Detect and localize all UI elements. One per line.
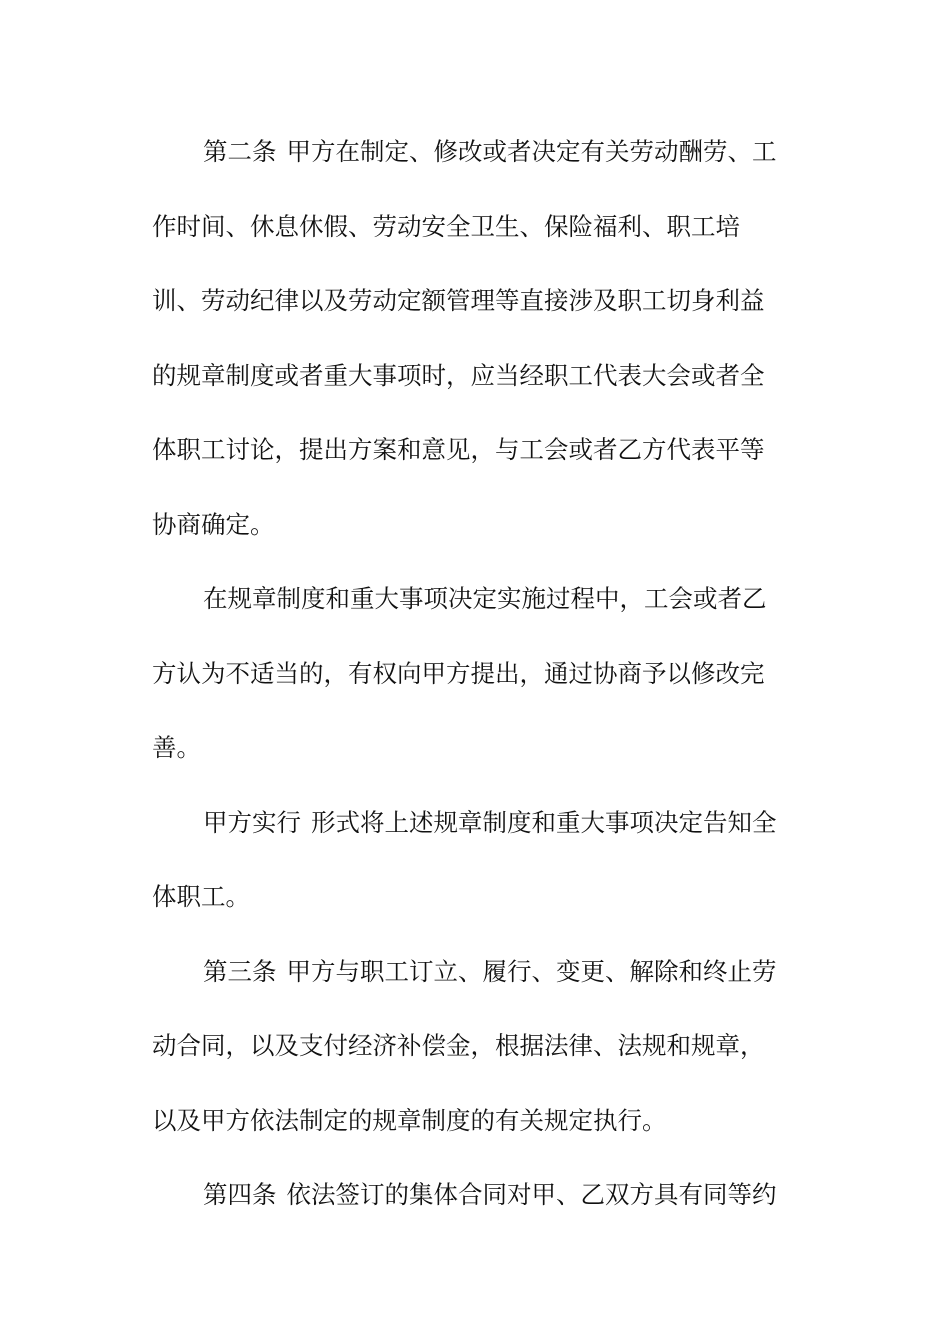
article-2-line-5: 体职工讨论，提出方案和意见，与工会或者乙方代表平等 bbox=[152, 435, 765, 464]
article-2-line-1 bbox=[152, 115, 802, 190]
paragraph-3-line-1 bbox=[152, 786, 802, 861]
article-2-line-4: 的规章制度或者重大事项时，应当经职工代表大会或者全 bbox=[152, 360, 765, 390]
body-text: 甲方与职工订立、履行、变更、解除和终止劳 bbox=[286, 956, 777, 986]
article-label: 第二条 bbox=[203, 137, 277, 166]
article-3-line-2: 动合同，以及支付经济补偿金，根据法律、法规和规章， bbox=[152, 1031, 765, 1060]
article-3-line-3: 以及甲方依法制定的规章制度的有关规定执行。 bbox=[152, 1105, 667, 1135]
article-label: 第三条 bbox=[203, 956, 277, 986]
body-text: 甲方在制定、修改或者决定有关劳动酬劳、工 bbox=[286, 137, 777, 166]
paragraph-2-line-1: 在规章制度和重大事项决定实施过程中，工会或者乙 bbox=[203, 584, 767, 613]
paragraph-3-line-2: 体职工。 bbox=[152, 882, 250, 911]
article-3-line-1 bbox=[152, 935, 802, 1010]
article-4-line-1 bbox=[152, 1158, 802, 1233]
article-2-line-2: 作时间、休息休假、劳动安全卫生、保险福利、职工培 bbox=[152, 211, 740, 241]
article-label: 第四条 bbox=[203, 1180, 277, 1209]
body-text: 形式将上述规章制度和重大事项决定告知全 bbox=[311, 807, 777, 837]
article-2-line-6: 协商确定。 bbox=[152, 509, 275, 539]
paragraph-lead: 甲方实行 bbox=[203, 807, 301, 837]
document-page bbox=[152, 115, 802, 1233]
article-2-line-3: 训、劳动纪律以及劳动定额管理等直接涉及职工切身利益 bbox=[152, 286, 765, 315]
paragraph-2-line-3: 善。 bbox=[152, 733, 201, 762]
body-text: 依法签订的集体合同对甲、乙双方具有同等约 bbox=[286, 1180, 777, 1209]
paragraph-2-line-2: 方认为不适当的，有权向甲方提出，通过协商予以修改完 bbox=[152, 658, 765, 688]
